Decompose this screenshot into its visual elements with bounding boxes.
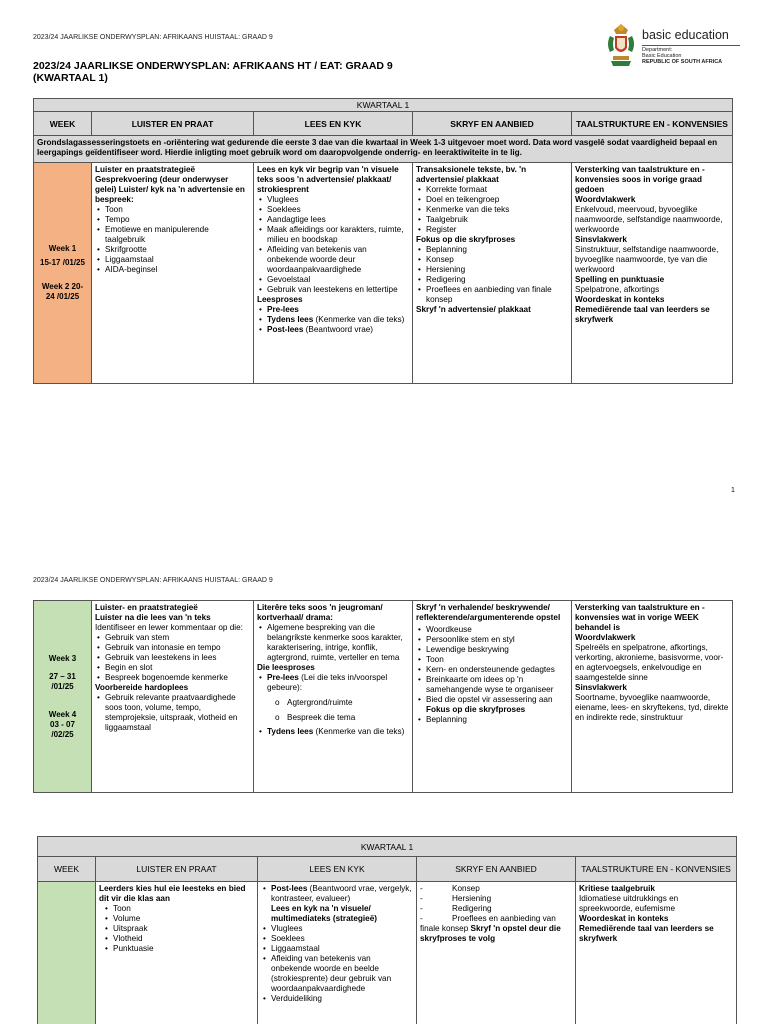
col-header-skryf: SKRYF EN AANBIED bbox=[417, 857, 576, 882]
lk-process-list bbox=[257, 305, 409, 335]
list-item: • Beplanning bbox=[416, 245, 568, 255]
list-item: • AIDA-beginsel bbox=[95, 265, 250, 275]
col-header-week: WEEK bbox=[34, 112, 92, 136]
list-item: • Gebruik van leestekens en lettertipe bbox=[257, 285, 409, 295]
term-heading: KWARTAAL 1 bbox=[34, 99, 733, 112]
lp-intro: Identifiseer en lewer kommentaar op die: bbox=[95, 623, 243, 632]
skryf-aanbied-cell bbox=[417, 882, 576, 1024]
week-2-label: Week 2 20- bbox=[41, 282, 84, 291]
lp-subheading: Gesprekvoering (deur onderwyser gelei) Luister/ kyk na 'n advertensie en bespreek: bbox=[95, 175, 245, 204]
post-lees-text: (Beantwoord vrae, vergelyk, kontrasteer, evalueer) bbox=[271, 884, 412, 903]
assessment-note: Grondslagassesseringstoets en -oriëntering wat gedurende die eerste 3 dae van die kwartaal in Week 1-3 uitgevoer moet word. Data word vasgelê sodat vaardigheid bepaal en leergapings geïdentifiseer word. Hierdie inligting moet gebruik word om daaropvolgende onderrig- en leeraktiwiteite in te lig. bbox=[34, 136, 733, 163]
lees-kyk-cell bbox=[254, 163, 413, 384]
sa-list bbox=[420, 884, 572, 924]
list-item: • Korrekte formaat bbox=[416, 185, 568, 195]
lk-heading: Literêre teks soos 'n jeugroman/ kortverhaal/ drama: bbox=[257, 603, 383, 622]
list-item: • Kenmerke van die teks bbox=[416, 205, 568, 215]
list-item: • Gebruik relevante praatvaardighede soos toon, volume, tempo, stemprojeksie, uitspraak, vlotheid en liggaamstaal bbox=[95, 693, 250, 733]
list-item: • Aandagtige lees bbox=[257, 215, 409, 225]
week-4-dates-a: 03 - 07 bbox=[50, 719, 75, 729]
lp-heading: Leerders kies hul eie leesteks en bied dit vir die klas aan bbox=[99, 884, 246, 903]
list-item: • Konsep bbox=[416, 255, 568, 265]
lk-tydens-list bbox=[257, 727, 409, 737]
sa-heading: Skryf 'n verhalende/ beskrywende/ reflekterende/argumenterende opstel bbox=[416, 603, 561, 622]
running-header: 2023/24 JAARLIKSE ONDERWYSPLAN: AFRIKAANS HUISTAAL: GRAAD 9 bbox=[33, 34, 273, 41]
col-header-taal: TAALSTRUKTURE EN - KONVENSIES bbox=[572, 112, 733, 136]
tk-remedial: Remediërende taal van leerders se skryfwerk bbox=[575, 305, 710, 324]
logo-divider bbox=[642, 45, 740, 46]
list-item: • Taalgebruik bbox=[416, 215, 568, 225]
week-1-label: Week 1 bbox=[48, 244, 77, 253]
tk-spelling-heading: Spelling en punktuasie bbox=[575, 275, 665, 284]
list-item: - Konsep bbox=[420, 884, 572, 894]
pre-lees-text: (Lei die teks in/voorspel gebeure): bbox=[267, 673, 388, 692]
tk-sinsvlak-heading: Sinsvlakwerk bbox=[575, 235, 627, 244]
tk-woordeskat: Woordeskat in konteks bbox=[579, 914, 669, 923]
lk-process-heading: Leesproses bbox=[257, 295, 303, 304]
list-item: • Lewendige beskrywing bbox=[416, 645, 568, 655]
list-item: • Redigering bbox=[416, 275, 568, 285]
list-item: - Redigering bbox=[420, 904, 572, 914]
list-item: • Vlotheid bbox=[103, 934, 254, 944]
taalstrukture-cell bbox=[572, 601, 733, 793]
logo-basic-education: Basic Education bbox=[642, 53, 682, 59]
col-header-week: WEEK bbox=[38, 857, 96, 882]
week-4-label: Week 4 bbox=[48, 709, 77, 719]
lp-list bbox=[95, 205, 250, 275]
lp-subheading: Luister na die lees van 'n teks bbox=[95, 613, 211, 622]
list-item: • Hersiening bbox=[416, 265, 568, 275]
list-item: • Persoonlike stem en styl bbox=[416, 635, 568, 645]
sa-focus-heading: Fokus op die skryfproses bbox=[416, 235, 516, 244]
lp-list bbox=[103, 904, 254, 954]
list-item: • Volume bbox=[103, 914, 254, 924]
sa-list bbox=[416, 185, 568, 235]
tk-woordvlak-text: Enkelvoud, meervoud, byvoeglike naamwoorde, selfstandige naamwoorde, werkwoorde bbox=[575, 205, 723, 234]
tk-heading: Kritiese taalgebruik bbox=[579, 884, 655, 893]
list-item: • Register bbox=[416, 225, 568, 235]
sa-task: Skryf 'n advertensie/ plakkaat bbox=[416, 305, 531, 314]
list-item bbox=[257, 315, 409, 325]
post-lees-label: Post-lees bbox=[267, 325, 304, 334]
list-item: • Gevoelstaal bbox=[257, 275, 409, 285]
list-item: • Soeklees bbox=[261, 934, 413, 944]
tk-sinsvlak-text: Sinstruktuur, selfstandige naamwoorde, byvoeglike naamwoorde, tye van die werkwoord bbox=[575, 245, 719, 274]
tk-woordvlak-text: Spelreëls en spelpatrone, afkortings, verkorting, akronieme, basisvorme, voor- en agtervoegsels, enkelvoudige en saamgestelde sinne bbox=[575, 643, 724, 682]
list-item bbox=[257, 673, 409, 693]
list-item: - Hersiening bbox=[420, 894, 572, 904]
lees-kyk-cell bbox=[254, 601, 413, 793]
taalstrukture-cell bbox=[572, 163, 733, 384]
list-item: • Vluglees bbox=[257, 195, 409, 205]
lk-list bbox=[257, 623, 409, 663]
list-item: • Emotiewe en manipulerende taalgebruik bbox=[95, 225, 250, 245]
lk-list bbox=[257, 195, 409, 295]
page-number: 1 bbox=[731, 487, 735, 494]
sa-process-list bbox=[416, 245, 568, 305]
week3-4-table bbox=[33, 600, 733, 793]
list-item: • Kern- en ondersteunende gedagtes bbox=[416, 665, 568, 675]
week-4-dates-b: /02/25 bbox=[51, 729, 74, 739]
logo-department: Department: bbox=[642, 47, 673, 53]
col-header-lees: LEES EN KYK bbox=[258, 857, 417, 882]
lp-heading: Luister- en praatstrategieë bbox=[95, 603, 198, 612]
col-header-taal: TAALSTRUKTURE EN - KONVENSIES bbox=[576, 857, 737, 882]
list-item: • Liggaamstaal bbox=[95, 255, 250, 265]
logo-republic: REPUBLIC OF SOUTH AFRICA bbox=[642, 59, 723, 65]
tk-heading: Versterking van taalstrukture en -konvensies wat in vorige WEEK behandel is bbox=[575, 603, 705, 632]
tk-sinsvlak-text: Soortname, byvoeglike naamwoorde, eiename, lees- en skryftekens, tyd, direkte en indirekte rede, sinstruktuur bbox=[575, 693, 729, 722]
list-item: • Proeflees en aanbieding van finale konsep bbox=[416, 285, 568, 305]
week-cell bbox=[38, 882, 96, 1024]
lk-process-heading: Die leesproses bbox=[257, 663, 315, 672]
week-cell-1-2 bbox=[34, 163, 92, 384]
tk-spelling-text: Spelpatrone, afkortings bbox=[575, 285, 660, 294]
list-item bbox=[416, 695, 568, 715]
tk-woordvlak-heading: Woordvlakwerk bbox=[575, 633, 636, 642]
list-item: • Bespreek bogenoemde kenmerke bbox=[95, 673, 250, 683]
sa-bied-text: Bied die opstel vir assessering aan bbox=[426, 695, 553, 704]
list-item: • Soeklees bbox=[257, 205, 409, 215]
list-item: • Toon bbox=[95, 205, 250, 215]
title-line-2: (KWARTAAL 1) bbox=[33, 72, 108, 84]
logo-title: basic education bbox=[642, 28, 729, 42]
pre-lees-label: Pre-lees bbox=[267, 305, 299, 314]
sa-final-task: Skryf 'n opstel deur die skryfproses te volg bbox=[420, 924, 561, 943]
list-item: • Uitspraak bbox=[103, 924, 254, 934]
list-item: - Proeflees en aanbieding van bbox=[420, 914, 572, 924]
luister-praat-cell bbox=[96, 882, 258, 1024]
list-item: • Doel en teikengroep bbox=[416, 195, 568, 205]
sa-heading: Transaksionele tekste, bv. 'n advertensie/ plakkaat bbox=[416, 165, 527, 184]
tk-text: Idiomatiese uitdrukkings en spreekwoorde, eufemisme bbox=[579, 894, 679, 913]
list-item: • Punktuasie bbox=[103, 944, 254, 954]
list-item: • Begin en slot bbox=[95, 663, 250, 673]
lp-voorbereide-list bbox=[95, 693, 250, 733]
list-item: • Beplanning bbox=[416, 715, 568, 725]
list-item bbox=[257, 325, 409, 335]
list-item: • Breinkaarte om idees op 'n samehangende wyse te organiseer bbox=[416, 675, 568, 695]
list-item: • Algemene bespreking van die belangrikste kenmerke soos karakter, karakterisering, intrige, konflik, agtergrond, ruimte, verteller en tema bbox=[257, 623, 409, 663]
list-item: • Gebruik van leestekens in lees bbox=[95, 653, 250, 663]
term-heading: KWARTAAL 1 bbox=[38, 837, 737, 857]
col-header-luister: LUISTER EN PRAAT bbox=[92, 112, 254, 136]
list-item: • Toon bbox=[416, 655, 568, 665]
list-item: • Liggaamstaal bbox=[261, 944, 413, 954]
title-line-1: 2023/24 JAARLIKSE ONDERWYSPLAN: AFRIKAANS HT / EAT: GRAAD 9 bbox=[33, 60, 393, 72]
list-item: • Gebruik van stem bbox=[95, 633, 250, 643]
list-item: • Maak afleidings oor karakters, ruimte, milieu en boodskap bbox=[257, 225, 409, 245]
lk-post-list bbox=[261, 884, 413, 904]
week-2-dates: 24 /01/25 bbox=[45, 292, 80, 301]
skryf-aanbied-cell bbox=[413, 163, 572, 384]
tydens-lees-label: Tydens lees bbox=[267, 315, 314, 324]
dbe-logo bbox=[604, 22, 744, 70]
list-item: • Vluglees bbox=[261, 924, 413, 934]
list-item bbox=[261, 884, 413, 904]
luister-praat-cell bbox=[92, 601, 254, 793]
list-item: o Bespreek die tema bbox=[257, 710, 409, 725]
week-cell-3-4 bbox=[34, 601, 92, 793]
list-item: • Verduideliking bbox=[261, 994, 413, 1004]
list-item: • Afleiding van betekenis van onbekende woorde en beelde (strokiesprente) deur gebruik van woordaanpakvaardighede bbox=[261, 954, 413, 994]
term1-table-continued bbox=[37, 836, 737, 1024]
post-lees-label: Post-lees bbox=[271, 884, 308, 893]
tk-sinsvlak-heading: Sinsvlakwerk bbox=[575, 683, 627, 692]
lp-voorbereide-heading: Voorbereide hardoplees bbox=[95, 683, 189, 692]
list-item bbox=[257, 305, 409, 315]
list-item bbox=[257, 727, 409, 737]
tydens-lees-label: Tydens lees bbox=[267, 727, 314, 736]
coat-of-arms-icon bbox=[604, 22, 638, 68]
luister-praat-cell bbox=[92, 163, 254, 384]
week-1-dates: 15-17 /01/25 bbox=[40, 258, 85, 267]
tk-remedial: Remediërende taal van leerders se skryfwerk bbox=[579, 924, 714, 943]
sa-focus-text: Fokus op die skryfproses bbox=[426, 705, 526, 714]
lp-heading: Luister en praatstrategieë bbox=[95, 165, 196, 174]
taalstrukture-cell bbox=[576, 882, 737, 1024]
tk-woordeskat: Woordeskat in konteks bbox=[575, 295, 665, 304]
list-item: • Toon bbox=[103, 904, 254, 914]
list-item: o Agtergrond/ruimte bbox=[257, 695, 409, 710]
tk-woordvlak-heading: Woordvlakwerk bbox=[575, 195, 636, 204]
lk-heading: Lees en kyk na 'n visuele/ multimediateks (strategieë) bbox=[271, 904, 378, 923]
list-item: • Afleiding van betekenis van onbekende woorde deur woordaanpakvaardighede bbox=[257, 245, 409, 275]
post-lees-text: (Beantwoord vrae) bbox=[303, 325, 374, 334]
skryf-aanbied-cell bbox=[413, 601, 572, 793]
list-item: • Woordkeuse bbox=[416, 625, 568, 635]
week-3-dates-b: /01/25 bbox=[51, 681, 74, 691]
list-item: • Gebruik van intonasie en tempo bbox=[95, 643, 250, 653]
page-title bbox=[33, 60, 393, 84]
list-item: • Skrifgrootte bbox=[95, 245, 250, 255]
lk-list bbox=[261, 924, 413, 1004]
week-3-dates-a: 27 – 31 bbox=[49, 671, 76, 681]
col-header-skryf: SKRYF EN AANBIED bbox=[413, 112, 572, 136]
pre-lees-label: Pre-lees bbox=[267, 673, 299, 682]
sa-final-text: finale konsep bbox=[420, 924, 471, 933]
tydens-lees-text: (Kenmerke van die teks) bbox=[313, 727, 405, 736]
col-header-luister: LUISTER EN PRAAT bbox=[96, 857, 258, 882]
sa-final bbox=[420, 924, 572, 944]
lees-kyk-cell bbox=[258, 882, 417, 1024]
term1-table-page1 bbox=[33, 98, 733, 384]
running-header-page2: 2023/24 JAARLIKSE ONDERWYSPLAN: AFRIKAANS HUISTAAL: GRAAD 9 bbox=[33, 577, 273, 584]
lk-process-list bbox=[257, 673, 409, 693]
col-header-lees: LEES EN KYK bbox=[254, 112, 413, 136]
lk-heading: Lees en kyk vir begrip van 'n visuele teks soos 'n advertensie/ plakkaat/ strokiesprent bbox=[257, 165, 399, 194]
list-item: • Tempo bbox=[95, 215, 250, 225]
week-3-label: Week 3 bbox=[48, 653, 77, 663]
tk-heading: Versterking van taalstrukture en -konvensies soos in vorige graad gedoen bbox=[575, 165, 705, 194]
tydens-lees-text: (Kenmerke van die teks) bbox=[313, 315, 405, 324]
lp-list bbox=[95, 633, 250, 683]
lk-sub-list bbox=[257, 695, 409, 725]
sa-list bbox=[416, 625, 568, 725]
